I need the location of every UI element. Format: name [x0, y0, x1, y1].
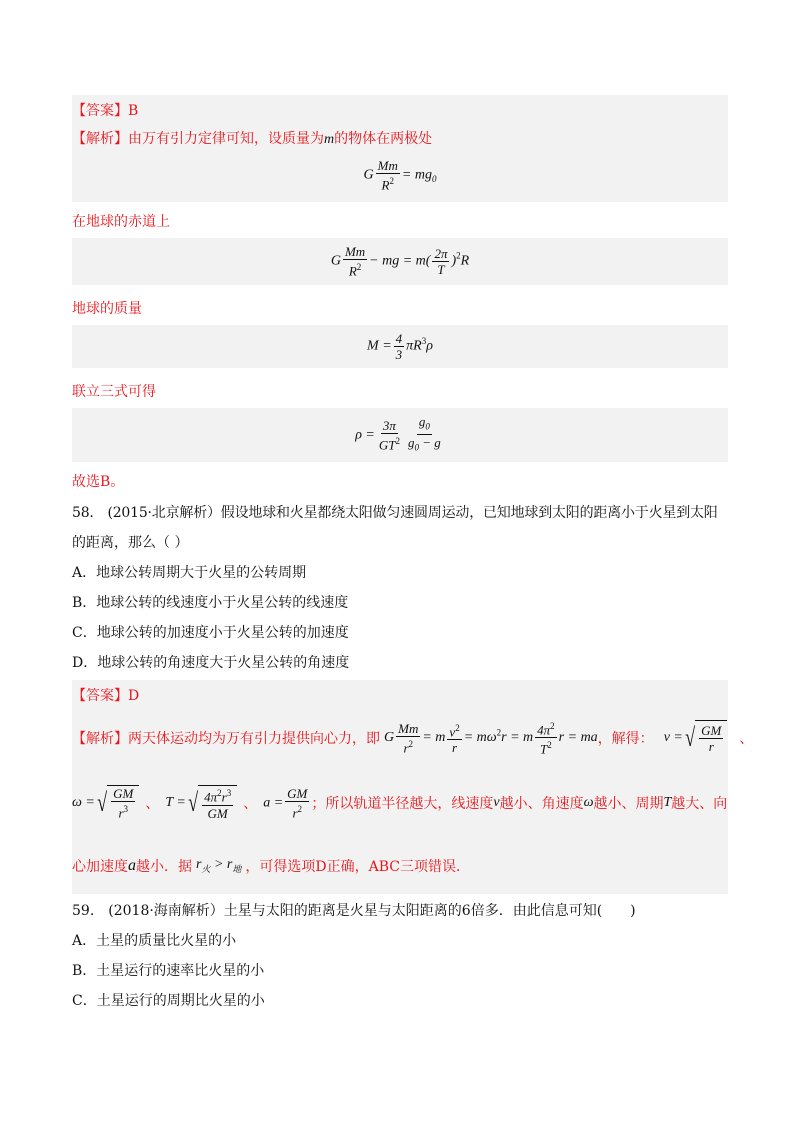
combine-text: 联立三式可得 — [72, 383, 156, 400]
analysis-text: ，解得： — [597, 730, 654, 747]
question-58-stem — [72, 498, 728, 558]
separator: 、 — [145, 795, 160, 812]
formula-period: T = √ $\frac{4\pi^2r^3}{GM}$ — [165, 785, 237, 821]
answer-label: 【答案】 — [72, 103, 128, 119]
equator-text: 在地球的赤道上 — [72, 214, 170, 231]
answer-line — [72, 95, 728, 125]
mass-variable: m — [324, 132, 335, 147]
answer-box-1 — [72, 95, 728, 202]
option-a: A．地球公转周期大于火星的公转周期 — [72, 564, 307, 581]
formula-mass: M = $\frac{4}{3}$ $\pi R^3\rho$ — [72, 325, 728, 368]
stem-line-2: 的距离，那么（ ） — [72, 534, 189, 551]
answer-line — [72, 682, 728, 710]
mass-text: 地球的质量 — [72, 300, 142, 317]
formula-acceleration: a = $\frac{GM}{r^2}$ — [263, 785, 308, 820]
analysis-text: 越小、周期 — [593, 795, 664, 812]
stem-line-1: 58. (2015·北京解析）假设地球和火星都绕太阳做匀速圆周运动，已知地球到太阳的距离小于火星到太阳 — [72, 504, 718, 521]
analysis-text: ；所以轨道半径越大，线速度 — [311, 795, 494, 812]
analysis-text: 越大、向 — [671, 795, 728, 812]
formula-pole: G $\frac{Mm}{R^2}$ = $mg_0$ — [363, 158, 437, 193]
acceleration-symbol: a — [128, 856, 136, 874]
formula-equator: G $\frac{Mm}{R^2}$ − mg = m( $\frac{2\pi}{T}$ )$^2$R — [72, 238, 728, 284]
formula-radius-compare: $r_火 > r_地$ — [196, 856, 242, 874]
analysis-text: 越小、角速度 — [499, 795, 584, 812]
analysis-line-3 — [72, 846, 728, 886]
question-58-options — [72, 558, 728, 678]
formula-omega: ω = √ $\frac{GM}{r^3}$ — [72, 785, 139, 821]
formula-velocity: v = √ $\frac{GM}{r}$ — [664, 720, 728, 756]
analysis-text: 的物体在两极处 — [334, 131, 433, 147]
option-c: C．地球公转的加速度小于火星公转的加速度 — [72, 624, 349, 641]
separator: 、 — [243, 795, 258, 812]
question-59-stem: 59. (2018·海南解析）土星与太阳的距离是火星与太阳距离的6倍多．由此信息可知( ) — [72, 902, 636, 919]
option-c: C．土星运行的周期比火星的小 — [72, 992, 265, 1009]
answer-value: B — [128, 103, 139, 119]
velocity-symbol: v — [493, 794, 500, 810]
answer-label: 【答案】 — [72, 687, 128, 704]
option-b: B．土星运行的速率比火星的小 — [72, 962, 265, 979]
formula-force-balance: G $\frac{Mm}{r^2}$ = m $\frac{v^2}{r}$ = $m\omega^2r = m$ $\frac{4\pi^2}{T^2}$ r = ma — [384, 720, 598, 757]
answer-value: D — [128, 687, 140, 704]
conclusion-text: 故选B。 — [72, 473, 125, 490]
option-a: A．土星的质量比火星的小 — [72, 932, 237, 949]
analysis-label: 【解析】 — [72, 730, 128, 747]
analysis-line-2 — [72, 774, 728, 832]
question-59-options — [72, 926, 728, 1016]
analysis-text: 心加速度 — [72, 858, 128, 875]
analysis-label: 【解析】 — [72, 131, 128, 147]
analysis-line-1 — [72, 710, 754, 766]
option-d: D．地球公转的角速度大于火星公转的角速度 — [72, 654, 350, 671]
period-symbol: T — [663, 794, 672, 810]
analysis-text: ，可得选项D正确，ABC三项错误． — [245, 858, 470, 875]
separator: 、 — [739, 730, 754, 747]
formula-density: ρ = $\frac{3\pi}{GT^2}$ $\frac{g_0}{g_0 - g}$ — [72, 408, 728, 462]
document-page — [72, 95, 754, 1016]
analysis-line — [72, 125, 728, 154]
answer-box-58 — [72, 680, 754, 894]
option-b: B．地球公转的线速度小于火星公转的线速度 — [72, 594, 349, 611]
analysis-text: 越小．据 — [136, 858, 192, 875]
analysis-text: 由万有引力定律可知，设质量为 — [128, 131, 324, 147]
analysis-text: 两天体运动均为万有引力提供向心力，即 — [128, 730, 380, 747]
omega-symbol: ω — [583, 794, 594, 810]
